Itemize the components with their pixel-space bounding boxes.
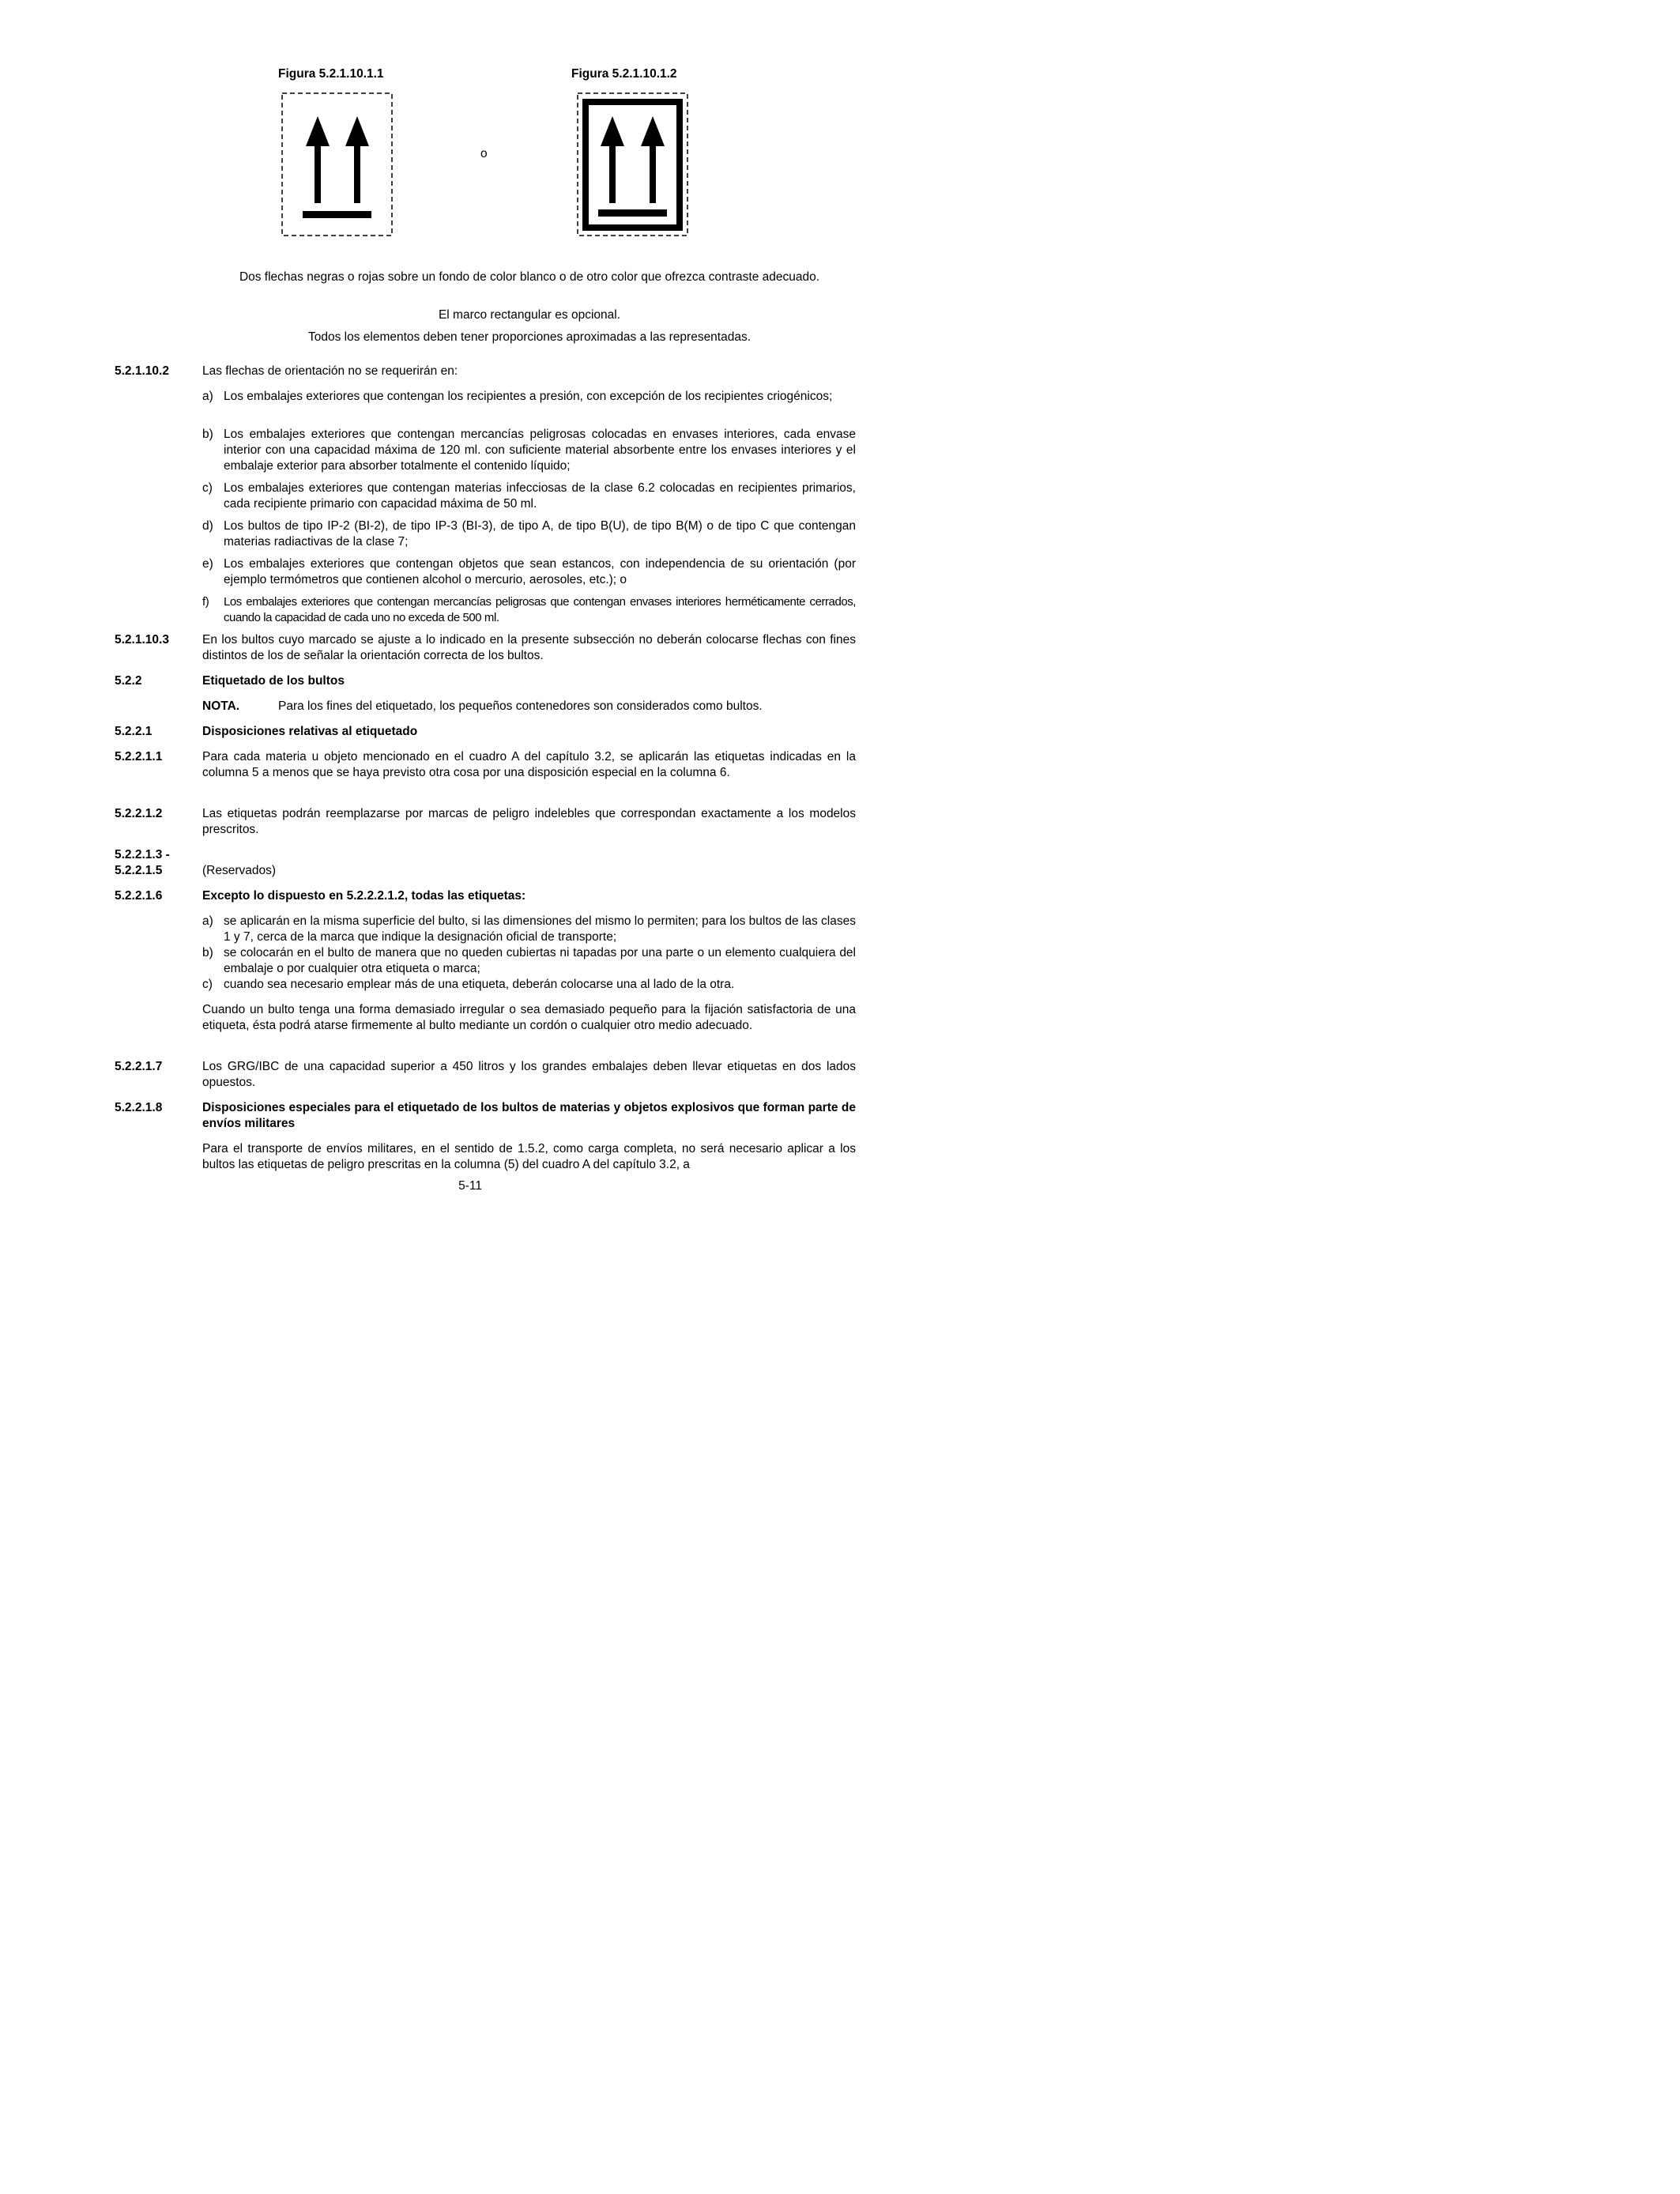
- note-label: NOTA.: [202, 699, 240, 713]
- framed-orientation-arrows-icon: [577, 92, 689, 238]
- section-text: En los bultos cuyo marcado se ajuste a lo indicado en la presente subsección no deberán colocarse flechas con fines distintos de los de señalar la orientación correcta de los bultos.: [202, 633, 856, 662]
- list-item-text: cuando sea necesario emplear más de una etiqueta, deberán colocarse una al lado de la otra.: [224, 978, 735, 991]
- section-number: 5.2.2.1.6: [115, 889, 163, 903]
- list-item-text: Los embalajes exteriores que contengan mercancías peligrosas colocadas en envases interiores, cada envase interior con una capacidad máxima de 120 ml. con suficiente material absorbente entre los envases interiores y el embalaje exterior para absorber totalmente el contenido líquido;: [224, 428, 856, 473]
- list-item-letter: d): [202, 519, 213, 533]
- section-intro: Las flechas de orientación no se requerirán en:: [202, 364, 458, 378]
- note-text: Para los fines del etiquetado, los pequeños contenedores son considerados como bultos.: [278, 699, 763, 713]
- section-text: Los GRG/IBC de una capacidad superior a 450 litros y los grandes embalajes deben llevar etiquetas en dos lados opuestos.: [202, 1060, 856, 1089]
- list-item-text: Los bultos de tipo IP-2 (BI-2), de tipo IP-3 (BI-3), de tipo A, de tipo B(U), de tipo B(M) o de tipo C que contengan materias radiactivas de la clase 7;: [224, 519, 856, 548]
- section-number: 5.2.2: [115, 674, 142, 688]
- figure-caption-line-1: Dos flechas negras o rojas sobre un fondo de color blanco o de otro color que ofrezca contraste adecuado.: [239, 270, 820, 284]
- list-item-text: se aplicarán en la misma superficie del bulto, si las dimensiones del mismo lo permiten; para los bultos de las clases 1 y 7, cerca de la marca que indique la designación oficial de transporte;: [224, 914, 856, 944]
- list-item-text: Los embalajes exteriores que contengan los recipientes a presión, con excepción de los recipientes criogénicos;: [224, 390, 833, 403]
- list-item-letter: f): [202, 595, 209, 609]
- list-item: [202, 977, 856, 993]
- list-item-letter: a): [202, 390, 213, 403]
- section-number: 5.2.2.1: [115, 725, 153, 738]
- list-item: [202, 556, 856, 588]
- page-number: 5-11: [458, 1179, 482, 1193]
- list-item: [202, 427, 856, 474]
- section-paragraph: Cuando un bulto tenga una forma demasiado irregular o sea demasiado pequeño para la fijación satisfactoria de una etiqueta, ésta podrá atarse firmemente al bulto mediante un cordón o cualquier otro medio adecuado.: [202, 1003, 856, 1032]
- section-text: (Reservados): [202, 864, 277, 877]
- section-title: Disposiciones especiales para el etiquetado de los bultos de materias y objetos explosivos que forman parte de envíos militares: [202, 1101, 856, 1130]
- section-number: 5.2.1.10.3: [115, 633, 169, 647]
- section-number: 5.2.2.1.5: [115, 864, 163, 877]
- section-number: 5.2.2.1.7: [115, 1060, 163, 1073]
- list-item: [202, 389, 856, 405]
- orientation-arrows-icon: [281, 92, 394, 238]
- list-item-text: Los embalajes exteriores que contengan objetos que sean estancos, con independencia de su orientación (por ejemplo termómetros que contienen alcohol o mercurio, aerosoles, etc.); o: [224, 557, 856, 586]
- section-text: Para cada materia u objeto mencionado en el cuadro A del capítulo 3.2, se aplicarán las etiquetas indicadas en la columna 5 a menos que se haya previsto otra cosa por una disposición especial en la columna 6.: [202, 750, 856, 779]
- section-number: 5.2.2.1.1: [115, 750, 163, 763]
- section-number: 5.2.2.1.3 -: [115, 848, 170, 861]
- list-item-text: Los embalajes exteriores que contengan materias infecciosas de la clase 6.2 colocadas en recipientes primarios, cada recipiente primario con capacidad máxima de 50 ml.: [224, 481, 856, 511]
- list-item-text: Los embalajes exteriores que contengan mercancías peligrosas que contengan envases interiores herméticamente cerrados, cuando la capacidad de cada uno no exceda de 500 ml.: [224, 595, 856, 624]
- section-text: Para el transporte de envíos militares, en el sentido de 1.5.2, como carga completa, no será necesario aplicar a los bultos las etiquetas de peligro prescritas en la columna (5) del cuadro A del capítulo 3.2, a: [202, 1142, 856, 1171]
- section-title: Excepto lo dispuesto en 5.2.2.2.1.2, todas las etiquetas:: [202, 889, 526, 903]
- list-item-letter: b): [202, 428, 213, 441]
- list-item-letter: c): [202, 481, 213, 495]
- section-number: 5.2.2.1.8: [115, 1101, 163, 1114]
- list-item-letter: e): [202, 557, 213, 571]
- list-item: [202, 945, 856, 977]
- list-item-letter: b): [202, 946, 213, 959]
- figure-caption-line-2: El marco rectangular es opcional.: [438, 308, 621, 322]
- section-number: 5.2.2.1.2: [115, 807, 163, 820]
- figure-1-label: Figura 5.2.1.10.1.1: [278, 67, 384, 81]
- figure-2-label: Figura 5.2.1.10.1.2: [571, 67, 677, 81]
- figure-separator: o: [480, 147, 488, 160]
- list-item-text: se colocarán en el bulto de manera que no queden cubiertas ni tapadas por una parte o un elemento cualquiera del embalaje o por cualquier otra etiqueta o marca;: [224, 946, 856, 975]
- section-title: Disposiciones relativas al etiquetado: [202, 725, 418, 738]
- figure-caption-line-3: Todos los elementos deben tener proporciones aproximadas a las representadas.: [307, 330, 751, 344]
- section-number: 5.2.1.10.2: [115, 364, 169, 378]
- section-title: Etiquetado de los bultos: [202, 674, 345, 688]
- list-item: [202, 914, 856, 945]
- list-item: [202, 481, 856, 512]
- list-item: [202, 594, 856, 626]
- section-text: Las etiquetas podrán reemplazarse por marcas de peligro indelebles que correspondan exactamente a los modelos prescritos.: [202, 807, 856, 836]
- list-item: [202, 518, 856, 550]
- list-item-letter: c): [202, 978, 213, 991]
- list-item-letter: a): [202, 914, 213, 928]
